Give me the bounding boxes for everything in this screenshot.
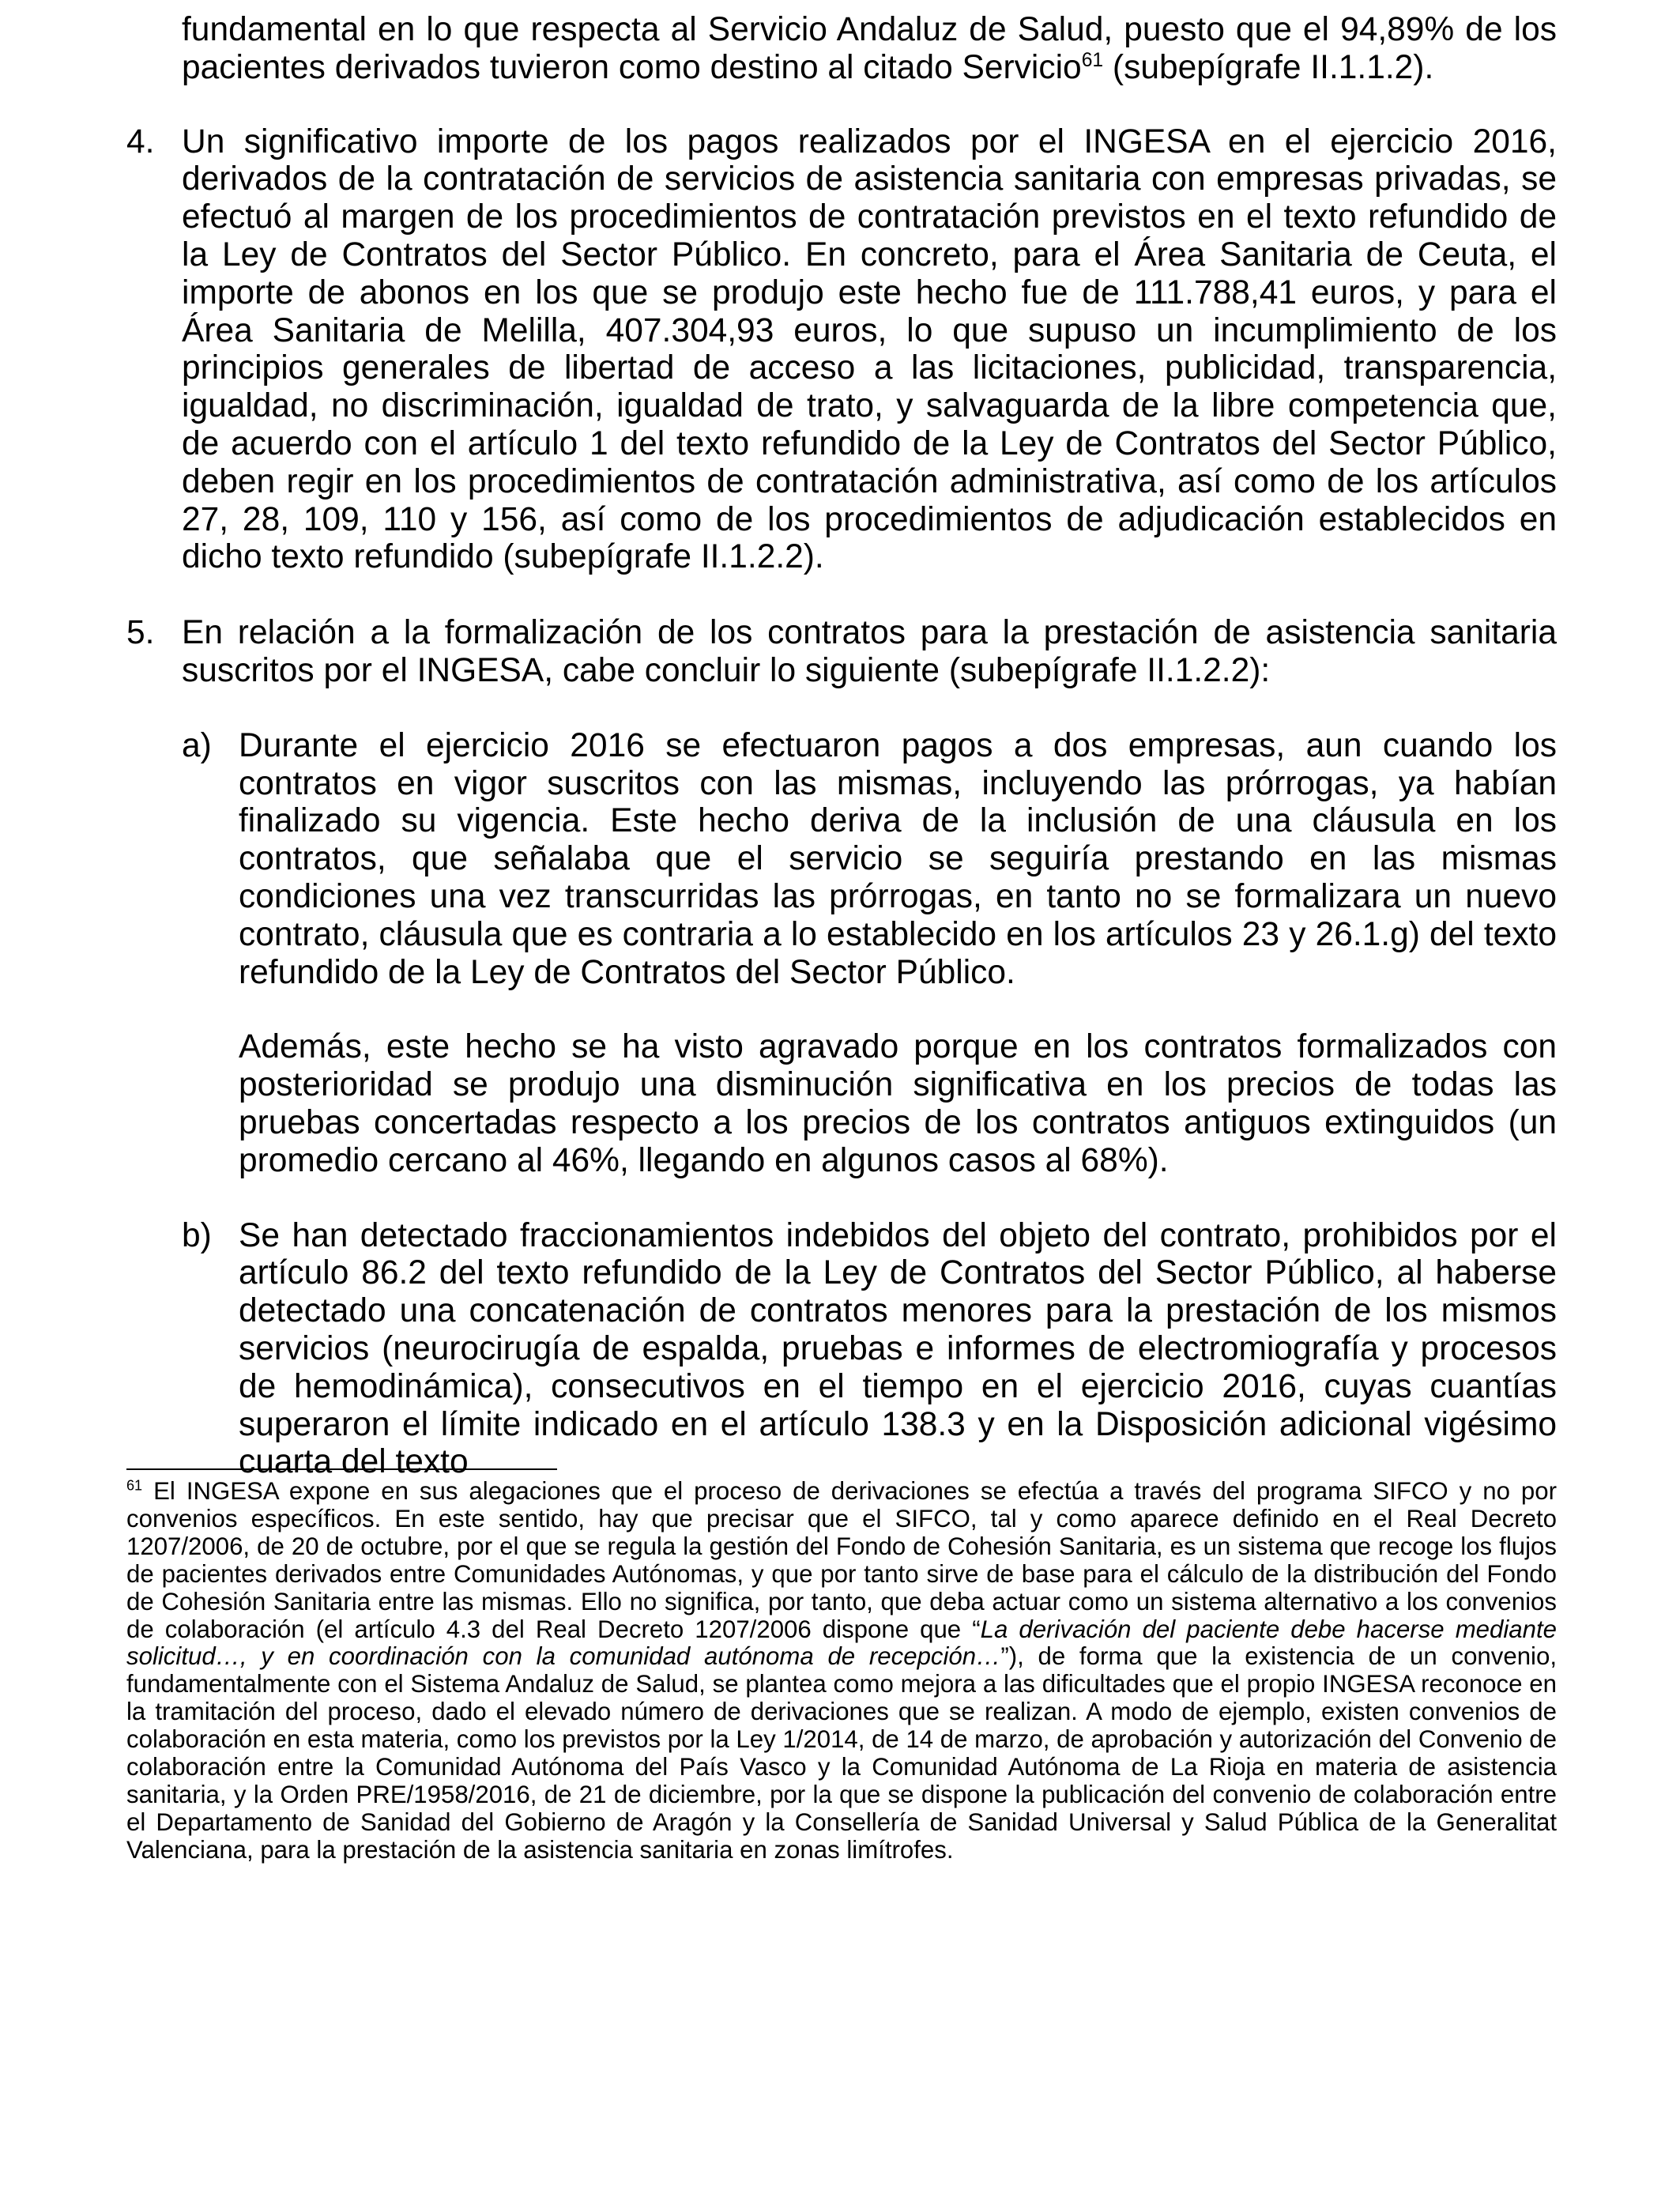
footnote-quote: La derivación del paciente debe hacerse mediante solicitud…, y en coordinación con la comunidad autónoma de recepción…	[126, 1615, 1557, 1671]
continuation-paragraph	[182, 11, 1557, 87]
main-text	[126, 11, 1557, 1481]
sub-item-letter: b)	[182, 1216, 212, 1254]
sub-item-text: Se han detectado fraccionamientos indebidos del objeto del contrato, prohibidos por el artículo 86.2 del texto refundido de la Ley de Contratos del Sector Público, al haberse detectado una concatenación de contratos menores para la prestación de los mismos servicios (neurocirugía de espalda, pruebas e informes de electromiografía y procesos de hemodinámica), consecutivos en el tiempo en el ejercicio 2016, cuyas cuantías superaron el límite indicado en el artículo 138.3 y en la Disposición adicional vigésimo cuarta del texto	[239, 1216, 1557, 1481]
footnote-number: 61	[126, 1477, 143, 1494]
continuation-text-end: (subepígrafe II.1.1.2).	[1103, 48, 1434, 86]
list-item-5	[126, 614, 1557, 690]
sub-item-b	[182, 1217, 1557, 1482]
footnote-separator	[126, 1468, 557, 1470]
item-number: 5.	[126, 614, 155, 652]
item-text: Un significativo importe de los pagos realizados por el INGESA en el ejercicio 2016, derivados de la contratación de servicios de asistencia sanitaria con empresas privadas, se efectuó al margen de los procedimientos de contratación previstos en el texto refundido de la Ley de Contratos del Sector Público. En concreto, para el Área Sanitaria de Ceuta, el importe de abonos en los que se produjo este hecho fue de 111.788,41 euros, y para el Área Sanitaria de Melilla, 407.304,93 euros, lo que supuso un incumplimiento de los principios generales de libertad de acceso a las licitaciones, publicidad, transparencia, igualdad, no discriminación, igualdad de trato, y salvaguarda de la libre competencia que, de acuerdo con el artículo 1 del texto refundido de la Ley de Contratos del Sector Público, deben regir en los procedimientos de contratación administrativa, así como de los artículos 27, 28, 109, 110 y 156, así como de los procedimientos de adjudicación establecidos en dicho texto refundido (subepígrafe II.1.2.2).	[182, 123, 1557, 576]
sub-item-body	[239, 727, 1557, 1180]
sub-list	[182, 727, 1557, 1481]
continuation-text: fundamental en lo que respecta al Servicio Andaluz de Salud, puesto que el 94,89% de los pacientes derivados tuvieron como destino al citado Servicio	[182, 11, 1557, 86]
footnote-ref-61[interactable]: 61	[1081, 49, 1104, 71]
item-number: 4.	[126, 123, 155, 160]
sub-item-a	[182, 727, 1557, 1180]
sub-item-letter: a)	[182, 726, 212, 764]
footnote-text	[126, 1478, 1557, 1864]
item-text: En relación a la formalización de los contratos para la prestación de asistencia sanitaria suscritos por el INGESA, cabe concluir lo siguiente (subepígrafe II.1.2.2):	[182, 614, 1557, 689]
footnote-text-part2: ”), de forma que la existencia de un convenio, fundamentalmente con el Sistema Andaluz de Salud, se plantea como mejora a las dificultades que el propio INGESA reconoce en la tramitación del proceso, dado el elevado número de derivaciones que se realizan. A modo de ejemplo, existen convenios de colaboración en esta materia, como los previstos por la Ley 1/2014, de 14 de marzo, de aprobación y autorización del Convenio de colaboración entre la Comunidad Autónoma del País Vasco y la Comunidad Autónoma de La Rioja en materia de asistencia sanitaria, y la Orden PRE/1958/2016, de 21 de diciembre, por la que se dispone la publicación del convenio de colaboración entre el Departamento de Sanidad del Gobierno de Aragón y la Consellería de Sanidad Universal y Salud Pública de la Generalitat Valenciana, para la prestación de la asistencia sanitaria en zonas limítrofes.	[126, 1642, 1557, 1864]
sub-item-text-continued: Además, este hecho se ha visto agravado porque en los contratos formalizados con posterioridad se produjo una disminución significativa en los precios de todas las pruebas concertadas respecto a los precios de los contratos antiguos extinguidos (un promedio cercano al 46%, llegando en algunos casos al 68%).	[239, 1028, 1557, 1179]
sub-item-text: Durante el ejercicio 2016 se efectuaron pagos a dos empresas, aun cuando los contratos en vigor suscritos con las mismas, incluyendo las prórrogas, ya habían finalizado su vigencia. Este hecho deriva de la inclusión de una cláusula en los contratos, que señalaba que el servicio se seguiría prestando en las mismas condiciones una vez transcurridas las prórrogas, en tanto no se formalizara un nuevo contrato, cláusula que es contraria a lo establecido en los artículos 23 y 26.1.g) del texto refundido de la Ley de Contratos del Sector Público.	[239, 726, 1557, 991]
footnote-61	[126, 1478, 1557, 1864]
list-item-4	[126, 123, 1557, 577]
footnote-text-part1: El INGESA expone en sus alegaciones que el proceso de derivaciones se efectúa a través del programa SIFCO y no por convenios específicos. En este sentido, hay que precisar que el SIFCO, tal y como aparece definido en el Real Decreto 1207/2006, de 20 de octubre, por el que se regula la gestión del Fondo de Cohesión Sanitaria, es un sistema que recoge los flujos de pacientes derivados entre Comunidades Autónomas, y que por tanto sirve de base para el cálculo de la distribución del Fondo de Cohesión Sanitaria entre las mismas. Ello no significa, por tanto, que deba actuar como un sistema alternativo a los convenios de colaboración (el artículo 4.3 del Real Decreto 1207/2006 dispone que “	[126, 1477, 1557, 1643]
